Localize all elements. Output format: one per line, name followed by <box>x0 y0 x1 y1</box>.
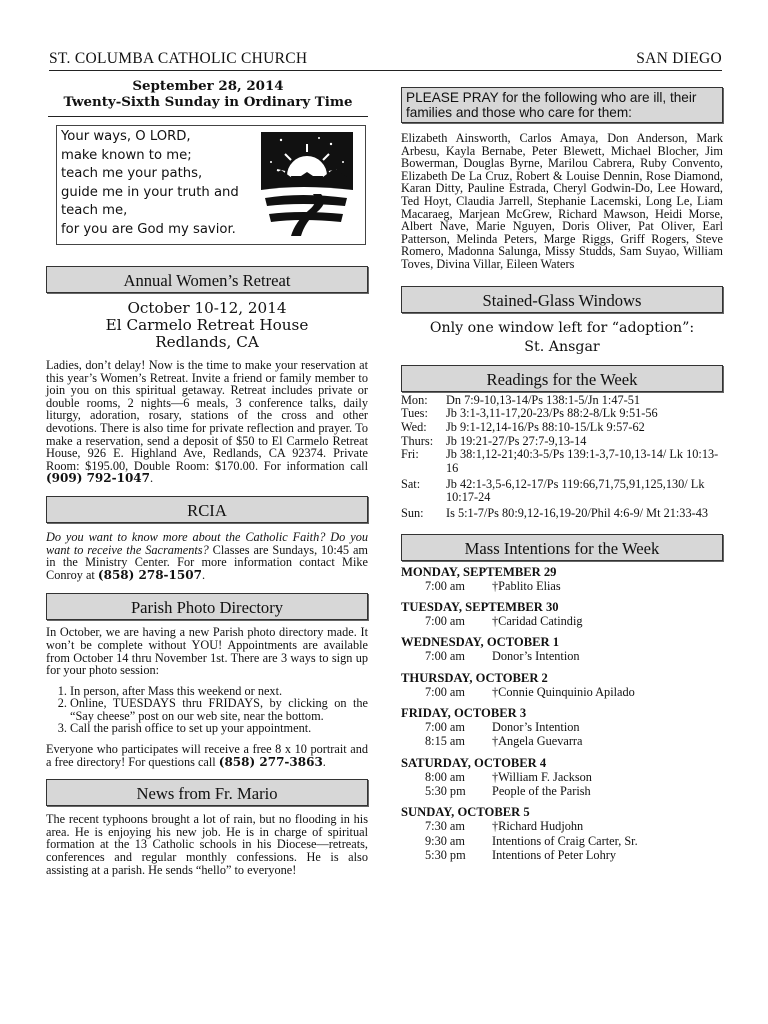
verse-line: guide me in your truth and <box>61 184 239 200</box>
mass-time: 8:00 am <box>425 769 465 784</box>
sunrise-path-illustration <box>261 132 353 236</box>
retreat-city: Redlands, CA <box>155 333 259 351</box>
reading-text: Dn 7:9-10,13-14/Ps 138:1-5/Jn 1:47-51 <box>446 392 641 407</box>
pray-heading: PLEASE PRAY for the following who are ill, their families and those who care for them: <box>401 87 723 123</box>
sunday-title: Twenty-Sixth Sunday in Ordinary Time <box>63 94 353 110</box>
mass-item <box>401 848 723 862</box>
reading-day: Wed: <box>401 419 427 434</box>
retreat-phone: (909) 792-1047 <box>46 471 151 486</box>
mass-item <box>401 834 723 848</box>
mass-intention: †Connie Quinquinio Apilado <box>492 684 635 699</box>
retreat-heading: Annual Women’s Retreat <box>46 266 368 293</box>
list-item: 1. In person, after Mass this weekend or next. <box>70 685 368 698</box>
page-header <box>49 48 722 71</box>
photo-intro: In October, we are having a new Parish photo directory made. It won’t be complete without YOU! Appointments are available from October 14 thru November 1st. There are 3 ways to sign up for your photo session: <box>46 625 368 678</box>
reading-text: Jb 3:1-3,11-17,20-23/Ps 88:2-8/Lk 9:51-56 <box>446 406 658 421</box>
liturgical-date <box>48 78 368 117</box>
reading-row <box>401 478 723 505</box>
church-name: ST. COLUMBA CATHOLIC CHURCH <box>49 50 308 67</box>
rcia-heading: RCIA <box>46 496 368 523</box>
rcia-phone: (858) 278-1507 <box>97 567 202 582</box>
mass-intention: †Caridad Catindig <box>492 614 583 629</box>
photo-phone: (858) 277-3863 <box>218 754 323 769</box>
list-item: 2. Online, TUESDAYS thru FRIDAYS, by clicking on the “Say cheese” post on our web site, near the bottom. <box>70 697 368 722</box>
reading-text: Is 5:1-7/Ps 80:9,12-16,19-20/Phil 4:6-9/ Mt 21:33-43 <box>446 506 708 521</box>
readings-heading: Readings for the Week <box>401 365 723 392</box>
list-item: 3. Call the parish office to set up your appointment. <box>70 722 368 735</box>
retreat-dates: October 10-12, 2014 <box>127 299 287 317</box>
mass-day-label: TUESDAY, SEPTEMBER 30 <box>401 600 559 615</box>
mass-time: 7:00 am <box>425 720 465 735</box>
mass-item <box>401 720 723 734</box>
windows-heading: Stained-Glass Windows <box>401 286 723 313</box>
date-line: September 28, 2014 <box>132 78 284 94</box>
mass-time: 8:15 am <box>425 734 465 749</box>
reading-day: Fri: <box>401 447 419 462</box>
reading-row <box>401 421 723 435</box>
mass-item <box>401 614 723 628</box>
photo-closing: Everyone who participates will receive a free 8 x 10 portrait and a free directory! For questions call (858) 277-3863. <box>46 742 368 769</box>
reading-day: Tues: <box>401 406 428 421</box>
verse-line: Your ways, O LORD, <box>61 129 191 144</box>
retreat-body: Ladies, don’t delay! Now is the time to make your reservation at this year’s Women’s Retreat. Invite a friend or family member to join you on this spiritual getaway. Retreat includes private or double rooms, 2 nights—6 meals, 3 conference talks, daily liturgy, adoration, rosary, stations of the cross and other devotions. There is also time for private reflection and prayer. To make a reservation, send a deposit of $50 to El Carmelo Retreat House, 926 E. Highland Ave, Redlands, CA 92374. Private Room: $195.00, Double Room: $170.00. For information call (909) 792-1047. <box>46 358 368 486</box>
mass-intentions <box>401 565 723 862</box>
retreat-text: Ladies, don’t delay! Now is the time to make your reservation at this year’s Women’s Retreat. Invite a friend or family member to join you on this spiritual getaway. Retreat includes private or double rooms, 2 nights—6 meals, 3 conference talks, daily liturgy, adoration, rosary, stations of the cross and other devotions. There is also time for private reflection and prayer. To make a reservation, send a deposit of $50 to El Carmelo Retreat House, 926 E. Highland Ave, Redlands, CA 92374. Private Room: $195.00, Double Room: $170.00. For information call <box>46 358 368 473</box>
windows-line: Only one window left for “adoption”: <box>429 319 695 336</box>
reading-text: Jb 19:21-27/Ps 27:7-9,13-14 <box>446 433 587 448</box>
mass-intention: People of the Parish <box>492 783 591 798</box>
readings-table <box>401 394 723 521</box>
mass-intention: †Richard Hudjohn <box>492 819 584 834</box>
mass-day-label: MONDAY, SEPTEMBER 29 <box>401 564 557 579</box>
reading-row <box>401 394 723 408</box>
rcia-body: Do you want to know more about the Catholic Faith? Do you want to receive the Sacraments? Classes are Sundays, 10:45 am in the Ministry Center. For more information contact Mike Conroy at (858) 278-1507. <box>46 529 368 582</box>
retreat-place: El Carmelo Retreat House <box>105 316 309 334</box>
mass-day-label: SATURDAY, OCTOBER 4 <box>401 755 547 770</box>
mass-day-label: FRIDAY, OCTOBER 3 <box>401 706 527 721</box>
mario-heading: News from Fr. Mario <box>46 779 368 806</box>
mass-intention: Intentions of Craig Carter, Sr. <box>492 833 638 848</box>
mass-day-label: WEDNESDAY, OCTOBER 1 <box>401 635 560 650</box>
left-column <box>46 78 368 876</box>
photo-signup-list <box>46 685 368 735</box>
mass-intention: †William F. Jackson <box>492 769 592 784</box>
mass-item <box>401 685 723 699</box>
mass-day-label: THURSDAY, OCTOBER 2 <box>401 670 548 685</box>
reading-day: Thurs: <box>401 433 434 448</box>
windows-saint: St. Ansgar <box>524 338 600 355</box>
verse-text <box>61 128 239 240</box>
mass-item <box>401 649 723 663</box>
mass-item <box>401 770 723 784</box>
mass-time: 7:00 am <box>425 649 465 664</box>
mass-item <box>401 734 723 748</box>
verse-box <box>56 125 366 245</box>
mass-time: 7:00 am <box>425 578 465 593</box>
verse-line: teach me, <box>61 203 128 219</box>
mass-time: 5:30 pm <box>425 783 466 798</box>
verse-line: make known to me; <box>61 147 192 163</box>
city-name: SAN DIEGO <box>636 50 722 67</box>
mass-item <box>401 784 723 798</box>
mass-intention: Donor’s Intention <box>492 649 580 664</box>
mass-intention: †Pablito Elias <box>492 578 561 593</box>
reading-row <box>401 435 723 449</box>
verse-line: for you are God my savior. <box>61 221 236 237</box>
verse-line: teach me your paths, <box>61 166 203 182</box>
rcia-text: Classes are Sundays, 10:45 am in the Ministry Center. For more information contact Mike Conroy at <box>46 542 368 582</box>
mass-item <box>401 819 723 833</box>
photo-heading: Parish Photo Directory <box>46 593 368 620</box>
reading-row <box>401 407 723 421</box>
reading-day: Sun: <box>401 506 424 521</box>
right-column <box>401 87 723 862</box>
photo-closing-text: Everyone who participates will receive a free 8 x 10 portrait and a free directory! For questions call <box>46 742 368 769</box>
mass-intention: Donor’s Intention <box>492 720 580 735</box>
mass-time: 5:30 pm <box>425 847 466 862</box>
reading-text: Jb 42:1-3,5-6,12-17/Ps 119:66,71,75,91,125,130/ Lk 10:17-24 <box>446 476 705 505</box>
pray-names: Elizabeth Ainsworth, Carlos Amaya, Don Anderson, Mark Arbesu, Kayla Bernabe, Peter Blewett, Michael Blocher, Jim Bowerman, Douglas Byrne, Marilou Cabrera, Ruby Convento, Elizabeth De La Cruz, Robert & Louise Dennin, Rose Diamond, Karan Ditty, Pauline Estrada, Cheryl Godwin-Do, Lee Howard, Ted Hoyt, Claudia Jarrell, Stephanie Lacemski, Long Le, Liam Macaraeg, Marjean McGrew, Richard Mawson, Heidi Morse, Albert Nave, Marie Nguyen, Doris Oliver, Pat Oliver, Earl Patterson, Melinda Peters, Marge Riggs, Griff Rogers, Steve Romero, Madonna Salunga, Missy Studds, Sam Suyao, William Toves, Divina Villar, Eileen Waters <box>401 131 723 271</box>
reading-text: Jb 38:1,12-21;40:3-5/Ps 139:1-3,7-10,13-14/ Lk 10:13-16 <box>446 447 719 476</box>
reading-text: Jb 9:1-12,14-16/Ps 88:10-15/Lk 9:57-62 <box>446 419 645 434</box>
mass-intention: Intentions of Peter Lohry <box>492 847 616 862</box>
mass-day-label: SUNDAY, OCTOBER 5 <box>401 805 530 820</box>
mass-time: 9:30 am <box>425 833 465 848</box>
mass-intention: †Angela Guevarra <box>492 734 583 749</box>
reading-row <box>401 448 723 475</box>
reading-day: Mon: <box>401 392 428 407</box>
mass-time: 7:30 am <box>425 819 465 834</box>
mass-heading: Mass Intentions for the Week <box>401 534 723 561</box>
reading-row <box>401 507 723 521</box>
mario-body: The recent typhoons brought a lot of rain, but no flooding in his area. He is enjoying his new job. He is in charge of spiritual formation at the 13 Catholic schools in his Diocese—retreats, conferences and regular monthly confessions. He is also assisting at a parish. He sends “hello” to everyone! <box>46 812 368 877</box>
reading-day: Sat: <box>401 476 421 491</box>
mass-item <box>401 579 723 593</box>
mass-time: 7:00 am <box>425 684 465 699</box>
mass-time: 7:00 am <box>425 614 465 629</box>
rcia-question: Do you want to know more about the Catholic Faith? Do you want to receive the Sacraments? <box>46 529 368 557</box>
